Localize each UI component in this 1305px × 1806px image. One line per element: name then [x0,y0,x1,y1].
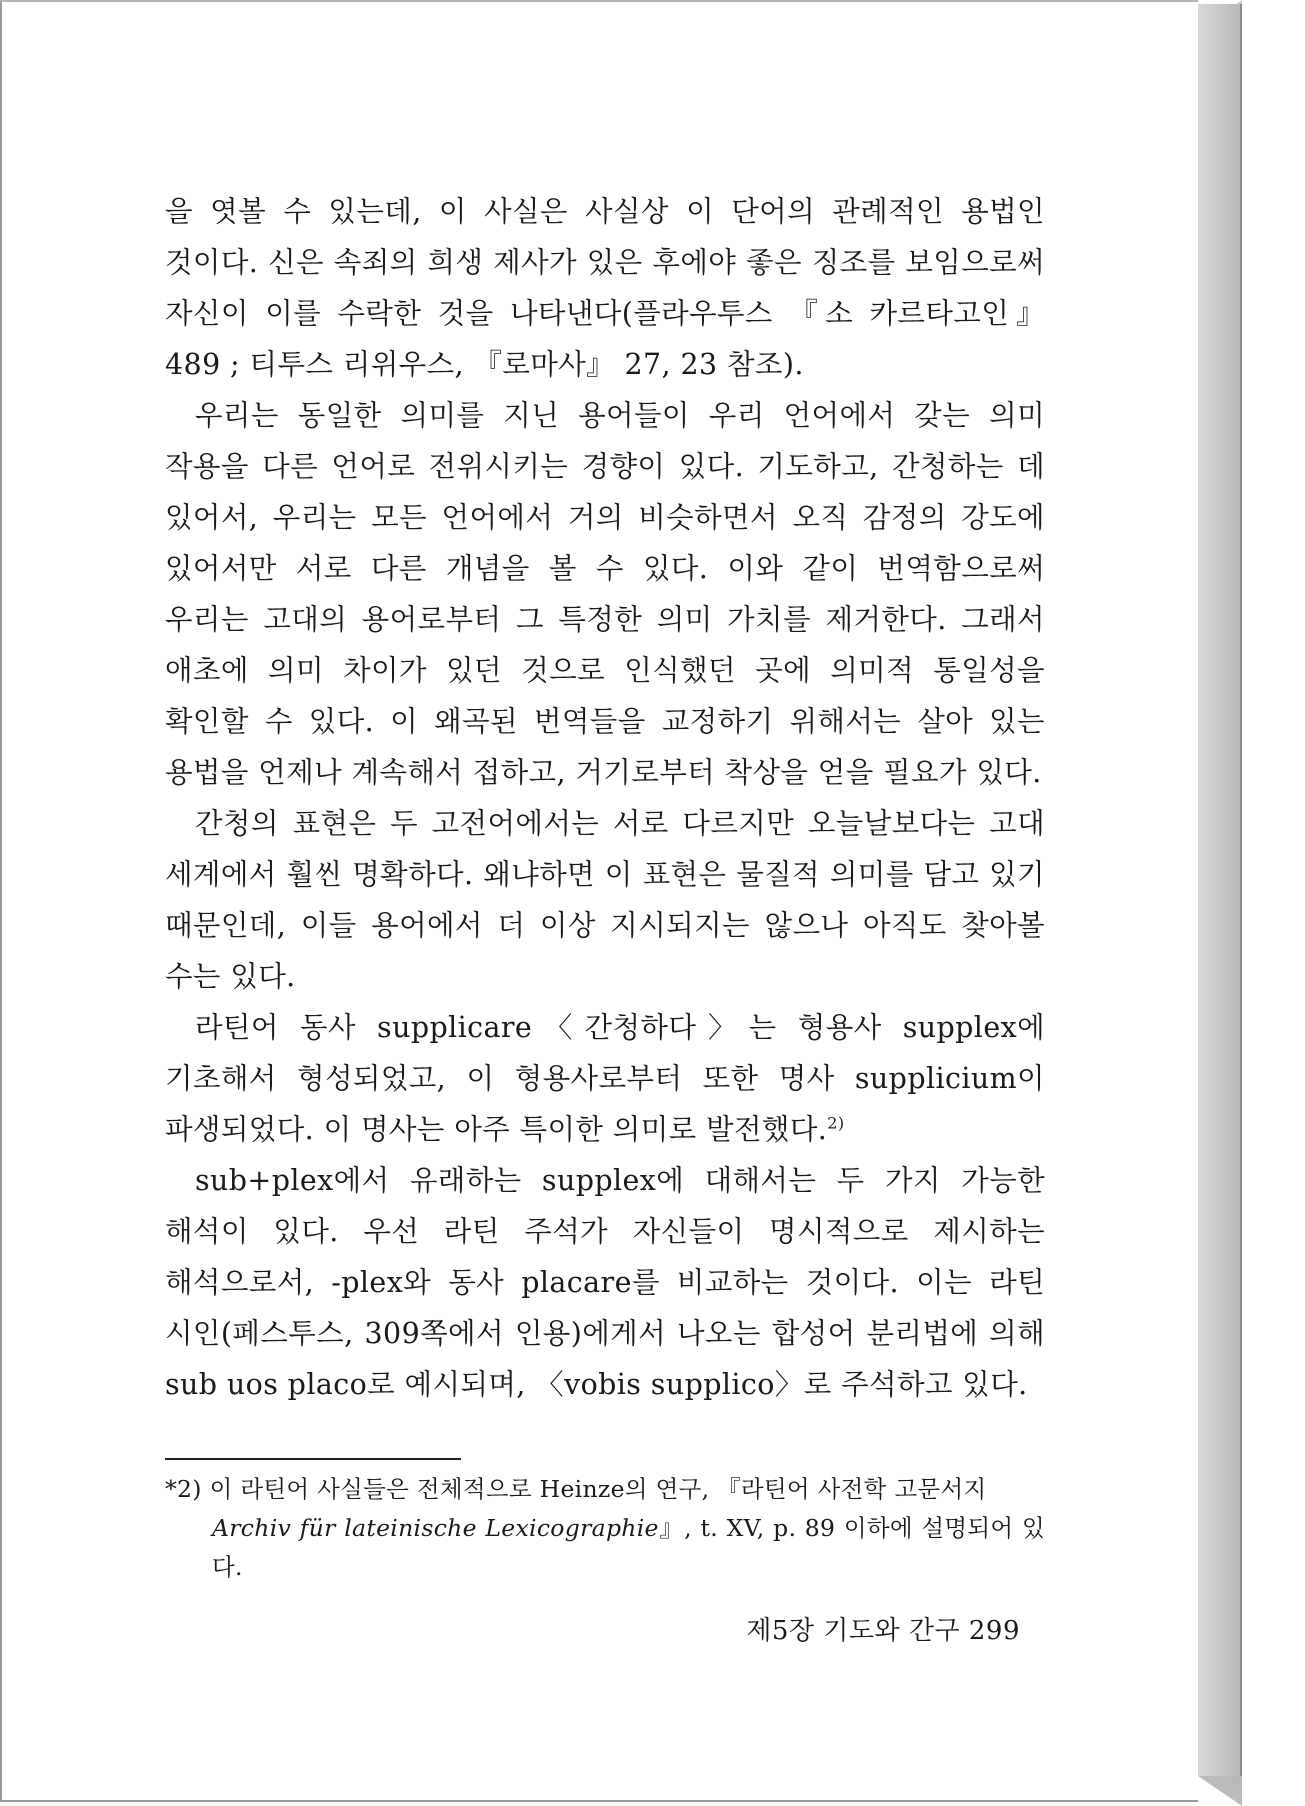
footnote-line-1: 이 라틴어 사실들은 전체적으로 Heinze의 연구, 『라틴어 사전학 고문서지 [209,1475,987,1503]
paragraph-5-text: sub+plex에서 유래하는 supplex에 대해서는 두 가지 가능한 해석이 있다. 우선 라틴 주석가 자신들이 명시적으로 제시하는 해석으로서, -plex와 동사 placare를 비교하는 것이다. 이는 라틴 시인(페스투스, 309쪽에서 인용)에게서 나오는 합성어 분리법에 의해 sub uos placo로 예시되며, 〈vobis supplico〉로 주석하고 있다. [165,1164,1045,1401]
footnote-reference: 2) [827,1113,845,1133]
paragraph-1-text: 을 엿볼 수 있는데, 이 사실은 사실상 이 단어의 관례적인 용법인 것이다. 신은 속죄의 희생 제사가 있은 후에야 좋은 징조를 보임으로써 자신이 이를 수락한 것을 나타낸다(플라우투스 『소 카르타고인』 489 ; 티투스 리위우스, 『로마사』 27, 23 참조). [165,195,1045,381]
chapter-title: 제5장 기도와 간구 [746,1616,961,1646]
paragraph-3-text: 간청의 표현은 두 고전어에서는 서로 다르지만 오늘날보다는 고대 세계에서 훨씬 명확하다. 왜냐하면 이 표현은 물질적 의미를 담고 있기 때문인데, 이들 용어에서 더 이상 지시되지는 않으나 아직도 찾아볼 수는 있다. [165,807,1045,993]
book-page-edge [1198,4,1242,1802]
page-number: 299 [968,1616,1020,1646]
running-footer [720,1610,1020,1647]
paragraph-1 [165,186,1045,390]
paragraph-4-text: 라틴어 동사 supplicare〈간청하다〉는 형용사 supplex에 기초해서 형성되었고, 이 형용사로부터 또한 명사 supplicium이 파생되었다. 이 명사는 아주 특이한 의미로 발전했다. [165,1011,1045,1146]
footnote [165,1470,1045,1587]
paragraph-5 [165,1155,1045,1410]
paragraph-4 [165,1002,1045,1155]
body-text [165,186,1045,1410]
page-edge-bottom [1198,1776,1242,1806]
footnote-reference-close: 』 [658,1514,685,1542]
footnote-marker: *2) [165,1475,202,1503]
footnote-line-2-rest: , t. XV, p. 89 이하에 설명되어 있다. [212,1514,1045,1581]
footnote-divider [165,1458,461,1460]
paragraph-2-text: 우리는 동일한 의미를 지닌 용어들이 우리 언어에서 갖는 의미 작용을 다른 언어로 전위시키는 경향이 있다. 기도하고, 간청하는 데 있어서, 우리는 모든 언어에서 거의 비슷하면서 오직 감정의 강도에 있어서만 서로 다른 개념을 볼 수 있다. 이와 같이 번역함으로써 우리는 고대의 용어로부터 그 특정한 의미 가치를 제거한다. 그래서 애초에 의미 차이가 있던 것으로 인식했던 곳에 의미적 통일성을 확인할 수 있다. 이 왜곡된 번역들을 교정하기 위해서는 살아 있는 용법을 언제나 계속해서 접하고, 거기로부터 착상을 얻을 필요가 있다. [165,399,1045,789]
footnote-reference-title: Archiv für lateinische Lexicographie [212,1514,659,1542]
footnote-line-2 [165,1509,1045,1587]
paragraph-3 [165,798,1045,1002]
paragraph-2 [165,390,1045,798]
